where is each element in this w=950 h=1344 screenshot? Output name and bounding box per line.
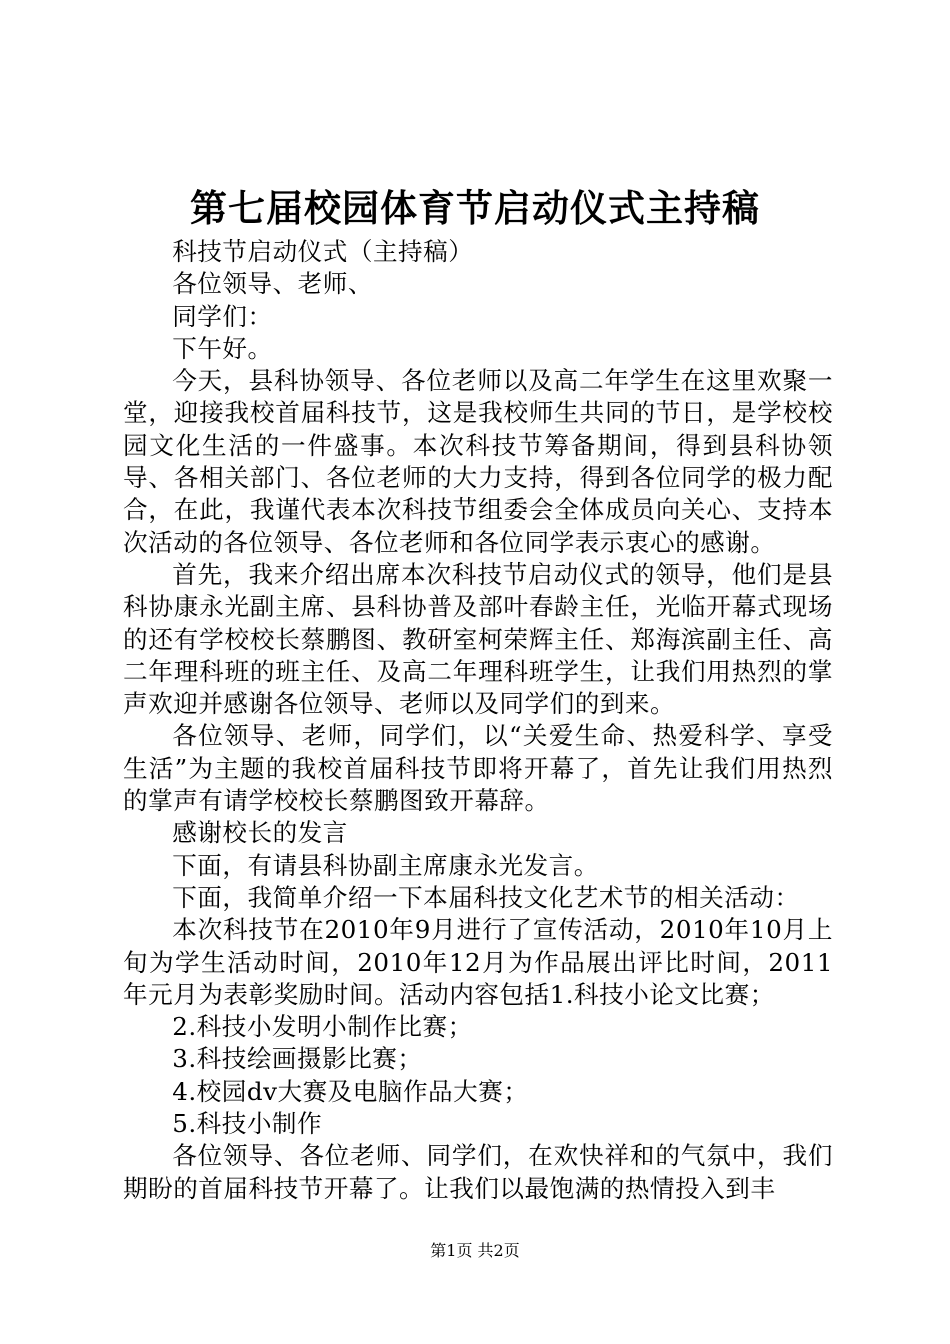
paragraph: 首先，我来介绍出席本次科技节启动仪式的领导，他们是县科协康永光副主席、县科协普及部叶春龄主任，光临开幕式现场的还有学校校长蔡鹏图、教研室柯荣辉主任、郑海滨副主任、高二年理科班的班主任、及高二年理科班学生，让我们用热烈的掌声欢迎并感谢各位领导、老师以及同学们的到来。 — [123, 559, 833, 719]
paragraph: 2.科技小发明小制作比赛； — [172, 1012, 473, 1042]
paragraph: 下午好。 — [172, 333, 273, 363]
document-body — [123, 236, 833, 1205]
paragraph: 3.科技绘画摄影比赛； — [172, 1044, 423, 1074]
paragraph: 4.校园dv大赛及电脑作品大赛； — [172, 1076, 529, 1106]
page-footer: 第1页 共2页 — [430, 1241, 520, 1260]
paragraph: 同学们： — [172, 301, 273, 331]
paragraph: 下面，有请县科协副主席康永光发言。 — [172, 850, 599, 880]
paragraph: 下面，我简单介绍一下本届科技文化艺术节的相关活动： — [172, 882, 800, 912]
paragraph: 5.科技小制作 — [172, 1109, 323, 1139]
paragraph: 各位领导、老师、 — [172, 269, 373, 299]
paragraph: 本次科技节在2010年9月进行了宣传活动，2010年10月上旬为学生活动时间，2010年12月为作品展出评比时间，2011年元月为表彰奖励时间。活动内容包括1.科技小论文比赛； — [123, 915, 833, 1009]
paragraph: 感谢校长的发言 — [172, 818, 348, 848]
paragraph: 科技节启动仪式（主持稿） — [172, 237, 474, 266]
paragraph: 各位领导、老师，同学们，以“关爱生命、热爱科学、享受生活”为主题的我校首届科技节即将开幕了，首先让我们用热烈的掌声有请学校校长蔡鹏图致开幕辞。 — [123, 721, 833, 816]
paragraph: 今天，县科协领导、各位老师以及高二年学生在这里欢聚一堂，迎接我校首届科技节，这是我校师生共同的节日，是学校校园文化生活的一件盛事。本次科技节筹备期间，得到县科协领导、各相关部门、各位老师的大力支持，得到各位同学的极力配合，在此，我谨代表本次科技节组委会全体成员向关心、支持本次活动的各位领导、各位老师和各位同学表示衷心的感谢。 — [123, 366, 833, 557]
document-title: 第七届校园体育节启动仪式主持稿 — [190, 186, 760, 230]
paragraph: 各位领导、各位老师、同学们，在欢快祥和的气氛中，我们期盼的首届科技节开幕了。让我们以最饱满的热情投入到丰 — [123, 1141, 833, 1203]
